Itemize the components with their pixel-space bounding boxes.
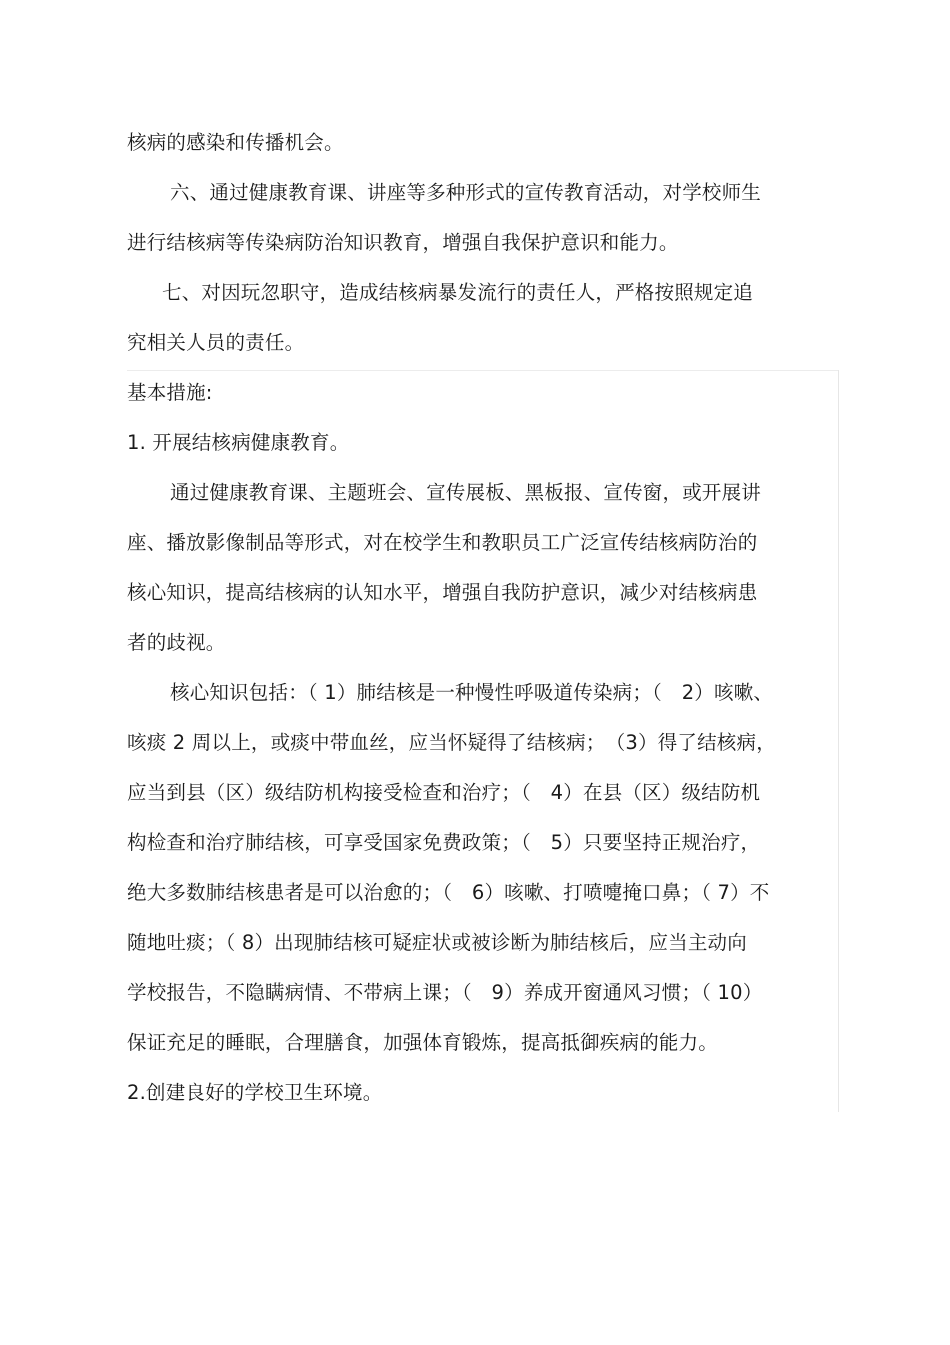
paragraph-line: 应当到县（区）级结防机构接受检查和治疗；（ 4）在县（区）级结防机 bbox=[127, 781, 761, 804]
paragraph-line: 绝大多数肺结核患者是可以治愈的；（ 6）咳嗽、打喷嚏掩口鼻；（ 7）不 bbox=[127, 881, 770, 904]
paragraph-line: 者的歧视。 bbox=[127, 631, 226, 654]
paragraph-line: 究相关人员的责任。 bbox=[127, 331, 305, 354]
content-frame-top-border bbox=[127, 370, 839, 371]
section-heading: 基本措施: bbox=[127, 381, 213, 404]
paragraph-line: 七、对因玩忽职守，造成结核病暴发流行的责任人，严格按照规定追 bbox=[162, 281, 754, 304]
paragraph-line: 学校报告，不隐瞒病情、不带病上课；（ 9）养成开窗通风习惯；（ 10） bbox=[127, 981, 763, 1004]
paragraph-line: 通过健康教育课、主题班会、宣传展板、黑板报、宣传窗，或开展讲 bbox=[170, 481, 762, 504]
paragraph-line: 核心知识包括：（ 1）肺结核是一种慢性呼吸道传染病；（ 2）咳嗽、 bbox=[170, 681, 774, 704]
paragraph-line: 核心知识，提高结核病的认知水平，增强自我防护意识，减少对结核病患 bbox=[127, 581, 758, 604]
paragraph-line: 构检查和治疗肺结核，可享受国家免费政策；（ 5）只要坚持正规治疗， bbox=[127, 831, 761, 854]
paragraph-line: 保证充足的睡眠，合理膳食，加强体育锻炼，提高抵御疾病的能力。 bbox=[127, 1031, 719, 1054]
paragraph-line: 随地吐痰；（ 8）出现肺结核可疑症状或被诊断为肺结核后，应当主动向 bbox=[127, 931, 747, 954]
subsection-heading: 2.创建良好的学校卫生环境。 bbox=[127, 1081, 383, 1104]
paragraph-line: 核病的感染和传播机会。 bbox=[127, 131, 344, 154]
subsection-heading: 1. 开展结核病健康教育。 bbox=[127, 431, 350, 454]
paragraph-line: 进行结核病等传染病防治知识教育，增强自我保护意识和能力。 bbox=[127, 231, 679, 254]
paragraph-line: 咳痰 2 周以上，或痰中带血丝，应当怀疑得了结核病； （3）得了结核病， bbox=[127, 731, 776, 754]
paragraph-line: 六、通过健康教育课、讲座等多种形式的宣传教育活动，对学校师生 bbox=[170, 181, 762, 204]
content-frame-right-border bbox=[838, 370, 839, 1112]
paragraph-line: 座、播放影像制品等形式，对在校学生和教职员工广泛宣传结核病防治的 bbox=[127, 531, 758, 554]
